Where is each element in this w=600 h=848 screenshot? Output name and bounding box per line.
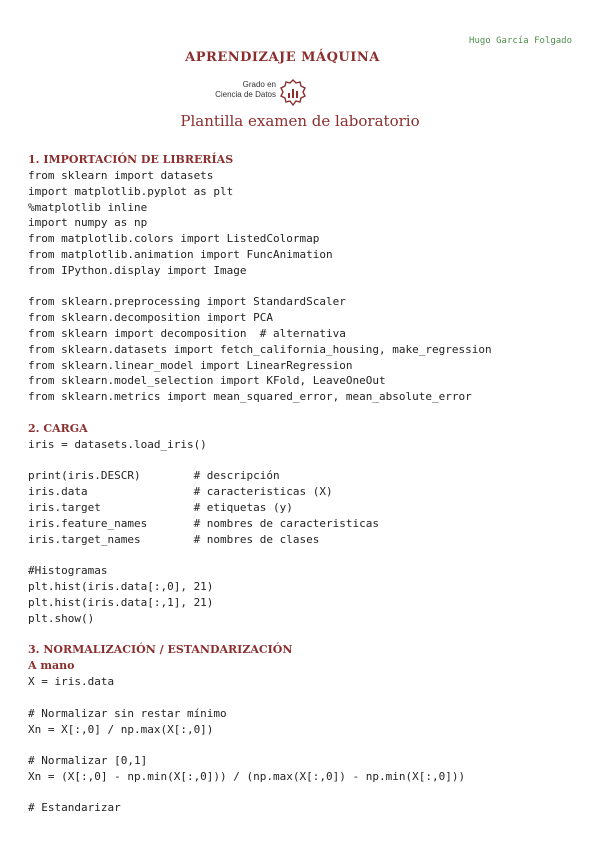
code-line: plt.show() bbox=[28, 611, 95, 625]
code-block-imports-a bbox=[28, 168, 588, 279]
code-line: from sklearn.metrics import mean_squared_error, mean_absolute_error bbox=[28, 390, 472, 404]
degree-logo bbox=[196, 78, 316, 110]
chart-badge-icon bbox=[278, 78, 308, 108]
section-heading-imports: 1. IMPORTACIÓN DE LIBRERÍAS bbox=[28, 153, 234, 166]
logo-line-1: Grado en bbox=[242, 80, 276, 89]
author-name: Hugo García Folgado bbox=[469, 36, 572, 46]
code-line: from sklearn.preprocessing import StandardScaler bbox=[28, 295, 346, 309]
document-title: APRENDIZAJE MÁQUINA bbox=[185, 50, 380, 65]
code-line: #Histogramas bbox=[28, 564, 108, 578]
code-line: from sklearn import datasets bbox=[28, 169, 214, 182]
code-line: iris.target # etiquetas (y) bbox=[28, 500, 293, 514]
section-heading-normalization: 3. NORMALIZACIÓN / ESTANDARIZACIÓN bbox=[28, 643, 293, 657]
code-block-load-b bbox=[28, 468, 588, 547]
code-line: from matplotlib.animation import FuncAnimation bbox=[28, 247, 333, 261]
code-line: # Normalizar [0,1] bbox=[28, 754, 148, 768]
code-line: plt.hist(iris.data[:,0], 21) bbox=[28, 579, 214, 593]
code-line: from sklearn.model_selection import KFold, LeaveOneOut bbox=[28, 374, 386, 388]
code-line: from matplotlib.colors import ListedColormap bbox=[28, 232, 320, 246]
code-line: from IPython.display import Image bbox=[28, 263, 247, 277]
spacer bbox=[28, 690, 588, 706]
subheading-by-hand: A mano bbox=[28, 659, 75, 673]
code-line: %matplotlib inline bbox=[28, 200, 148, 214]
document-body bbox=[28, 152, 588, 816]
document-subtitle: Plantilla examen de laboratorio bbox=[180, 112, 420, 130]
code-line: import numpy as np bbox=[28, 216, 148, 230]
code-block-imports-b bbox=[28, 294, 588, 405]
logo-text bbox=[196, 80, 276, 100]
code-line: from sklearn.datasets import fetch_california_housing, make_regression bbox=[28, 342, 492, 356]
code-line: from sklearn.decomposition import PCA bbox=[28, 311, 274, 325]
code-line: Xn = (X[:,0] - np.min(X[:,0])) / (np.max(X[:,0]) - np.min(X[:,0])) bbox=[28, 769, 466, 783]
code-line: iris.target_names # nombres de clases bbox=[28, 532, 320, 546]
code-line: iris = datasets.load_iris() bbox=[28, 437, 207, 451]
code-line: from sklearn import decomposition # alternativa bbox=[28, 326, 346, 340]
code-line: plt.hist(iris.data[:,1], 21) bbox=[28, 595, 214, 609]
code-line: from sklearn.linear_model import LinearRegression bbox=[28, 358, 353, 372]
spacer bbox=[28, 737, 588, 753]
spacer bbox=[28, 626, 588, 642]
code-line: print(iris.DESCR) # descripción bbox=[28, 469, 280, 483]
code-line: # Normalizar sin restar mínimo bbox=[28, 706, 227, 720]
spacer bbox=[28, 405, 588, 421]
spacer bbox=[28, 279, 588, 295]
code-line: iris.feature_names # nombres de caracteristicas bbox=[28, 516, 379, 530]
spacer bbox=[28, 785, 588, 801]
spacer bbox=[28, 547, 588, 563]
code-block-histograms bbox=[28, 563, 588, 626]
code-line: Xn = X[:,0] / np.max(X[:,0]) bbox=[28, 722, 214, 736]
code-line: # Estandarizar bbox=[28, 801, 121, 815]
code-line: X = iris.data bbox=[28, 675, 115, 689]
code-line: iris.data # caracteristicas (X) bbox=[28, 485, 333, 499]
section-heading-load: 2. CARGA bbox=[28, 421, 88, 435]
spacer bbox=[28, 453, 588, 469]
code-line: import matplotlib.pyplot as plt bbox=[28, 184, 234, 198]
logo-line-2: Ciencia de Datos bbox=[215, 90, 276, 99]
